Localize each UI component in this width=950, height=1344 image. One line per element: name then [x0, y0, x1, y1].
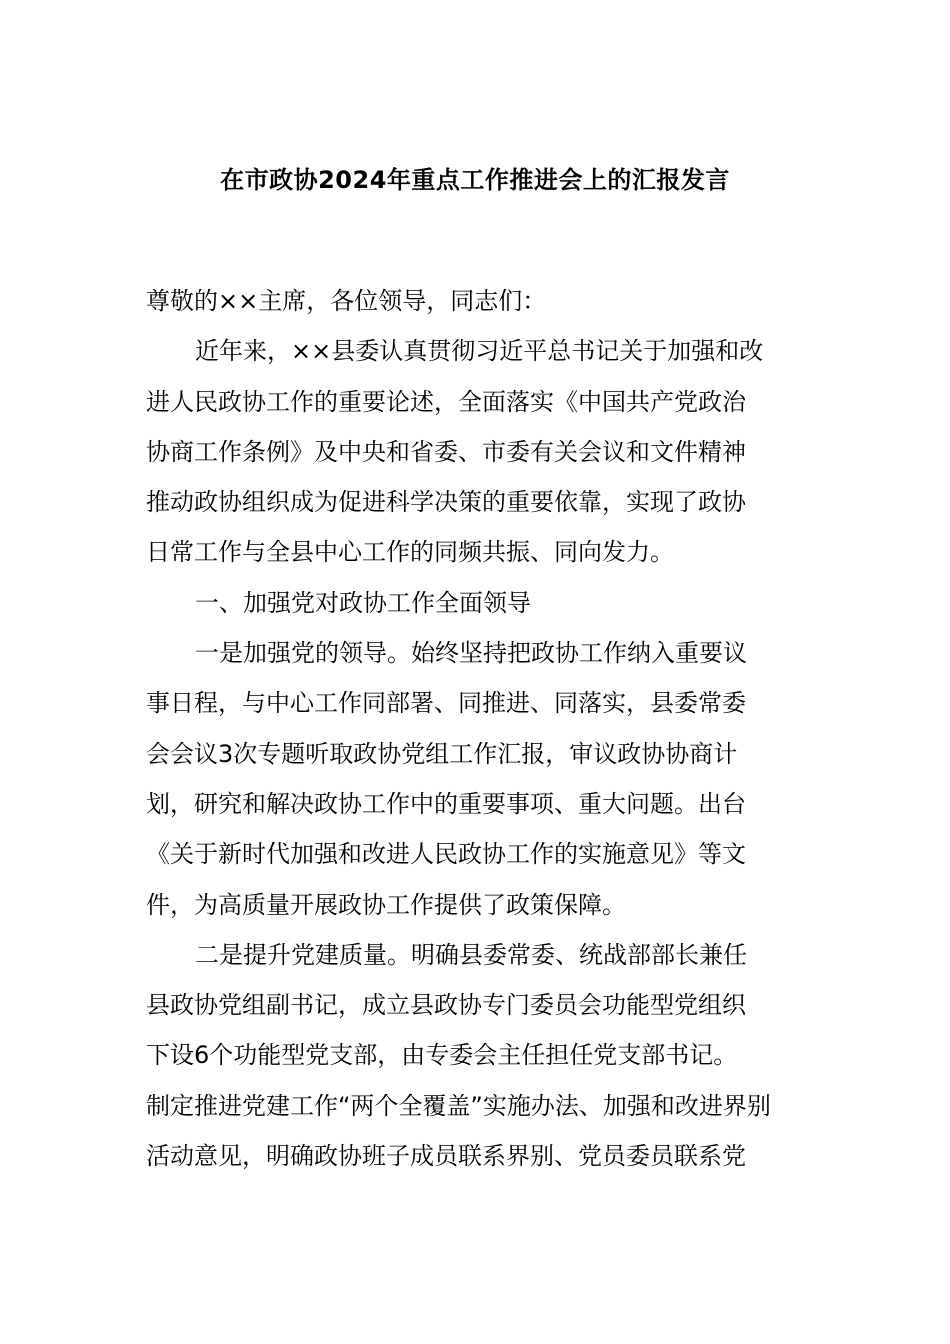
paragraph-line: 制定推进党建工作“两个全覆盖”实施办法、加强和改进界别 [146, 1091, 771, 1120]
paragraph-line: 协商工作条例》及中央和省委、市委有关会议和文件精神 [146, 437, 746, 466]
paragraph-line: 日常工作与全县中心工作的同频共振、同向发力。 [146, 538, 674, 567]
paragraph-line: 《关于新时代加强和改进人民政协工作的实施意见》等文 [146, 840, 746, 869]
paragraph-line: 县政协党组副书记，成立县政协专门委员会功能型党组织 [146, 991, 746, 1020]
document-title: 在市政协2024年重点工作推进会上的汇报发言 [220, 166, 730, 194]
paragraph-line: 事日程，与中心工作同部署、同推进、同落实，县委常委 [146, 689, 746, 718]
document-body [146, 276, 806, 1181]
paragraph-line: 件，为高质量开展政协工作提供了政策保障。 [146, 890, 626, 919]
paragraph-line: 近年来，××县委认真贯彻习近平总书记关于加强和改 [195, 337, 764, 366]
paragraph-line: 下设6个功能型党支部，由专委会主任担任党支部书记。 [146, 1041, 738, 1070]
paragraph-line: 活动意见，明确政协班子成员联系界别、党员委员联系党 [146, 1142, 746, 1171]
section-heading: 一、加强党对政协工作全面领导 [195, 588, 531, 617]
paragraph-line: 二是提升党建质量。明确县委常委、统战部部长兼任 [195, 940, 747, 969]
paragraph-line: 进人民政协工作的重要论述，全面落实《中国共产党政治 [146, 387, 746, 416]
paragraph-line: 一是加强党的领导。始终坚持把政协工作纳入重要议 [195, 639, 747, 668]
paragraph-line: 划，研究和解决政协工作中的重要事项、重大问题。出台 [146, 789, 746, 818]
paragraph-line: 会会议3次专题听取政协党组工作汇报，审议政协协商计 [146, 739, 738, 768]
paragraph-line: 推动政协组织成为促进科学决策的重要依靠，实现了政协 [146, 488, 746, 517]
salutation-line: 尊敬的××主席，各位领导，同志们： [146, 287, 547, 315]
